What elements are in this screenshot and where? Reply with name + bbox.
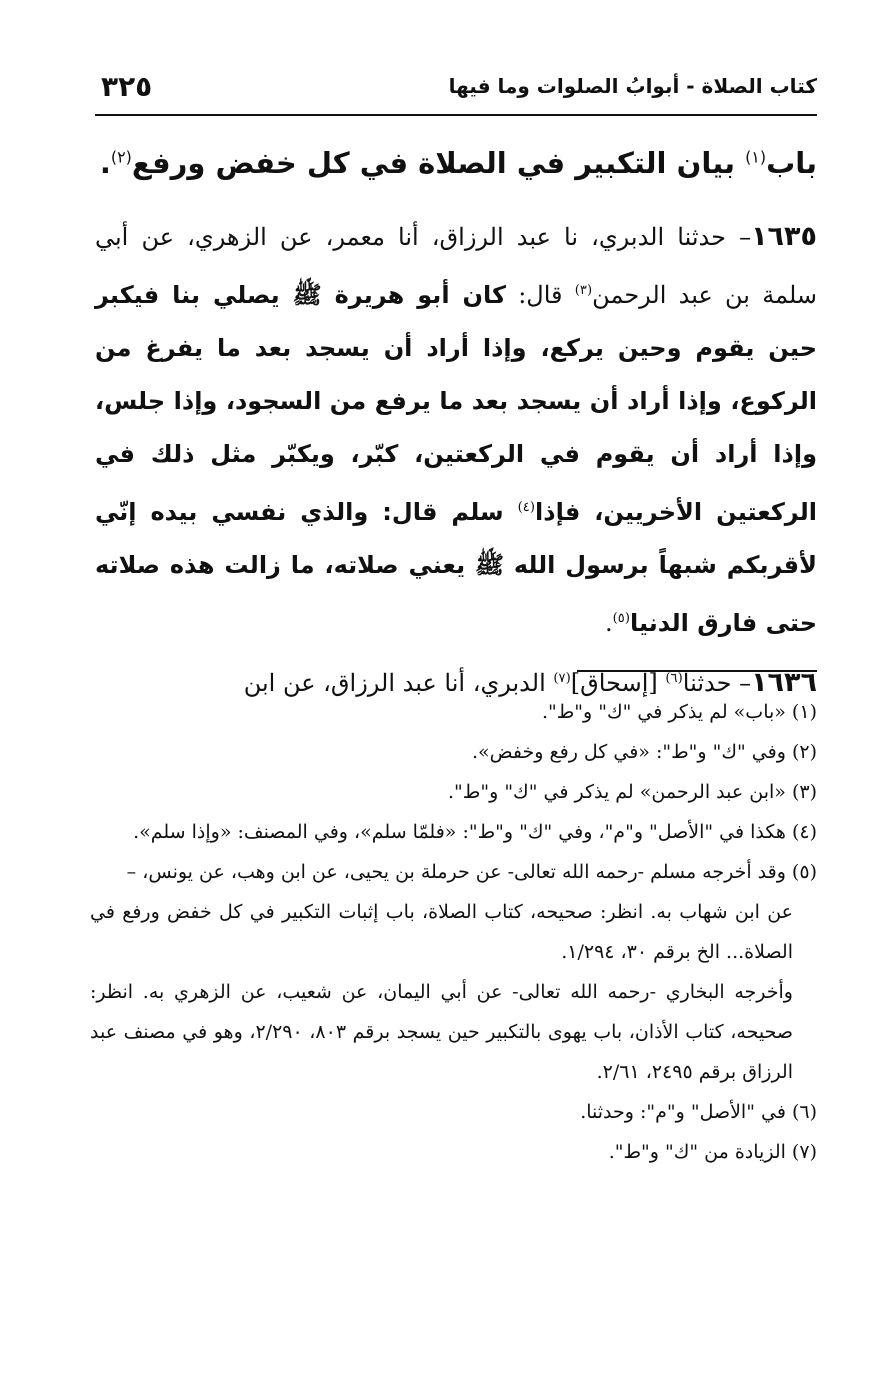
footnote-ref-2: (٢) (110, 147, 132, 167)
chapter-title-text: بيان التكبير في الصلاة في كل خفض ورفع (131, 146, 735, 180)
hadith-1635 (95, 210, 817, 650)
hadith-separator: – (725, 223, 752, 251)
running-header (95, 72, 817, 116)
isnad-text: حدثنا الدبري، نا عبد الرزاق، أنا معمر، عن الزهري، عن أبي سلمة بن عبد الرحمن (95, 223, 818, 309)
isnad-end: قال: (505, 281, 575, 309)
footnote-5-bukhari: وأخرجه البخاري -رحمه الله تعالى- عن أبي اليمان، عن شعيب، عن الزهري به. انظر: صحيحه، كتاب الأذان، باب يهوى بالتكبير حين يسجد برقم ٨٠٣، ٢/٢٩٠، وهو في مصنف عبد الرزاق برقم ٢٤٩٥، ٢/٦١. (90, 981, 793, 1083)
matn-text: كان أبو هريرة ﷺ يصلي بنا فيكبر حين يقوم وحين يركع، وإذا أراد أن يسجد بعد ما يفرغ من الركوع، وإذا أراد أن يسجد بعد ما يرفع من السجود، وإذا جلس، وإذا أراد أن يقوم في الركعتين، كبّر، ويكبّر مثل ذلك في الركعتين الأخريين، فإذا (95, 281, 817, 526)
isnad-word: حدثنا (682, 669, 732, 697)
footnote-ref-6: (٦) (665, 671, 683, 686)
page-number: ٣٢٥ (101, 70, 153, 103)
matn-text-continued: سلم قال: والذي نفسي بيده إنّي لأقربكم شبهاً برسول الله ﷺ يعني صلاته، ما زالت هذه صلاته حتى فارق الدنيا (95, 498, 817, 637)
footnote-6: (٦) في "الأصل" و"م": وحدثنا. (580, 1101, 817, 1123)
footnote-5-continued: عن ابن شهاب به. انظر: صحيحه، كتاب الصلاة، باب إثبات التكبير في كل خفض ورفع في الصلاة... الخ برقم ٣٠، ١/٢٩٤. (90, 901, 793, 963)
chapter-word: باب (766, 146, 817, 180)
hadith-separator: – (731, 669, 752, 697)
footnote-3: (٣) «ابن عبد الرحمن» لم يذكر في "ك" و"ط". (448, 781, 817, 803)
chapter-heading (99, 146, 817, 180)
running-title: كتاب الصلاة - أبوابُ الصلوات وما فيها (448, 74, 817, 98)
isnad-rest: الدبري، أنا عبد الرزاق، عن ابن (243, 669, 554, 697)
footnote-4: (٤) هكذا في "الأصل" و"م"، وفي "ك" و"ط": «فلمّا سلم»، وفي المصنف: «وإذا سلم». (133, 821, 817, 843)
hadith-number: ١٦٣٥ (751, 221, 817, 252)
footnotes (90, 692, 817, 1172)
isnad-addition: [إسحاق] (570, 669, 666, 697)
footnote-5: (٥) وقد أخرجه مسلم -رحمه الله تعالى- عن حرملة بن يحيى، عن ابن وهب، عن يونس، – (126, 861, 817, 883)
footnote-7: (٧) الزيادة من "ك" و"ط". (608, 1141, 817, 1163)
footnote-ref-7: (٧) (553, 671, 571, 686)
footnote-ref-3: (٣) (574, 283, 593, 298)
main-text (95, 210, 817, 710)
matn-end: . (604, 609, 613, 637)
footnote-ref-4: (٤) (517, 500, 536, 515)
footnote-1: (١) «باب» لم يذكر في "ك" و"ط". (541, 701, 817, 723)
chapter-title-end: . (99, 146, 111, 180)
hadith-number: ١٦٣٦ (751, 667, 817, 698)
footnote-divider (577, 670, 817, 672)
footnote-2: (٢) وفي "ك" و"ط": «في كل رفع وخفض». (471, 741, 817, 763)
footnote-ref-5: (٥) (612, 611, 630, 626)
footnote-ref-1: (١) (745, 147, 767, 167)
